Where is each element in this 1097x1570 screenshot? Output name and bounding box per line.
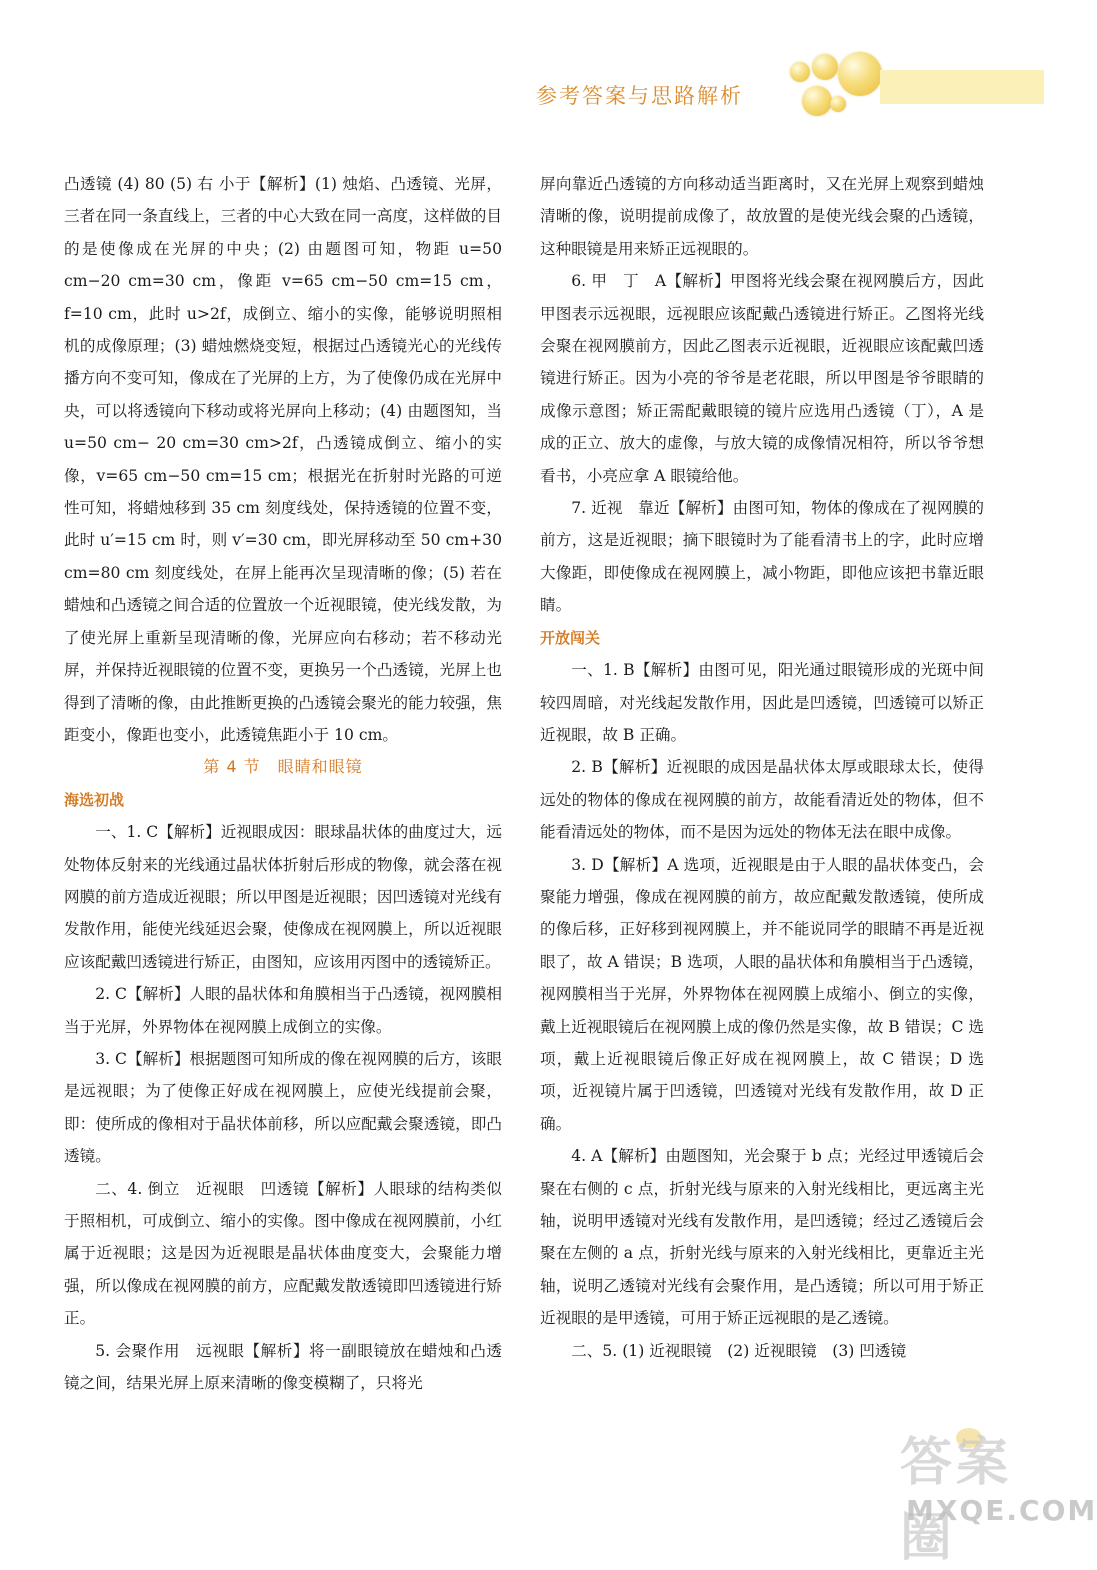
answer-3: 3. C【解析】根据题图可知所成的像在视网膜的后方，该眼是远视眼；为了使像正好成在视网膜上，应使光线提前会聚，即：使所成的像相对于晶状体前移，所以应配戴会聚透镜，即凸透镜。 [64,1049,502,1166]
answer-4: 二、4. 倒立 近视眼 凹透镜【解析】人眼球的结构类似于照相机，可成倒立、缩小的实像。图中像成在视网膜前，小红属于近视眼；这是因为近视眼是晶状体曲度变大，会聚能力增强，所以像成在视网膜的前方，应配戴发散透镜即凹透镜进行矫正。 [64,1179,502,1328]
left-column [64,168,502,1399]
answer-2: 2. C【解析】人眼的晶状体和角膜相当于凸透镜，视网膜相当于光屏，外界物体在视网膜上成倒立的实像。 [64,985,502,1036]
subheading-kaifang: 开放闯关 [540,628,601,647]
page-header [0,60,1074,120]
subheading-haixuan: 海选初战 [64,790,125,809]
answer-6: 6. 甲 丁 A【解析】甲图将光线会聚在视网膜后方，因此甲图表示远视眼，远视眼应该配戴凸透镜进行矫正。乙图将光线会聚在视网膜前方，因此乙图表示近视眼，近视眼应该配戴凹透镜进行矫正。因为小亮的爷爷是老花眼，所以甲图是爷爷眼睛的成像示意图；矫正需配戴眼镜的镜片应选用凸透镜（丁），A 是成的正立、放大的虚像，与放大镜的成像情况相符，所以爷爷想看书，小亮应拿 A 眼镜给他。 [540,272,984,485]
open-answer-3: 3. D【解析】A 选项，近视眼是由于人眼的晶状体变凸，会聚能力增强，像成在视网膜的前方，故应配戴发散透镜，使所成的像后移，正好移到视网膜上，并不能说同学的眼睛不再是近视眼了，故 A 错误；B 选项，人眼的晶状体和角膜相当于凸透镜，视网膜相当于光屏，外界物体在视网膜上成缩小、倒立的实像，戴上近视眼镜后在视网膜上成的像仍然是实像，故 B 错误；C 选项，戴上近视眼镜后像正好成在视网膜上，故 C 错误；D 选项，近视镜片属于凹透镜，凹透镜对光线有发散作用，故 D 正确。 [540,855,984,1133]
open-answer-4: 4. A【解析】由题图知，光会聚于 b 点；光经过甲透镜后会聚在右侧的 c 点，折射光线与原来的入射光线相比，更远离主光轴，说明甲透镜对光线有发散作用，是凹透镜；经过乙透镜后会聚在左侧的 a 点，折射光线与原来的入射光线相比，更靠近主光轴，说明乙透镜对光线有会聚作用，是凸透镜；所以可用于矫正近视眼的是甲透镜，可用于矫正远视眼的是乙透镜。 [540,1147,984,1328]
header-title: 参考答案与思路解析 [536,84,743,108]
answer-1: 一、1. C【解析】近视眼成因：眼球晶状体的曲度过大，远处物体反射来的光线通过晶状体折射后形成的物像，就会落在视网膜的前方造成近视眼；所以甲图是近视眼；因凹透镜对光线有发散作用，能使光线延迟会聚，使像成在视网膜上，所以近视眼应该配戴凹透镜进行矫正，由图知，应该用丙图中的透镜矫正。 [64,823,502,971]
header-bar [880,70,1044,104]
watermark-logo: 答案圈 MXQE.COM [870,1420,1060,1530]
open-answer-1: 一、1. B【解析】由图可见，阳光通过眼镜形成的光斑中间较四周暗，对光线起发散作用，因此是凹透镜，凹透镜可以矫正近视眼，故 B 正确。 [540,661,984,744]
section-title: 第 4 节 眼睛和眼镜 [203,757,363,777]
right-column [540,168,984,1367]
answer-5-continued: 屏向靠近凸透镜的方向移动适当距离时，又在光屏上观察到蜡烛清晰的像，说明提前成像了，故放置的是使光线会聚的凸透镜，这种眼镜是用来矫正远视眼的。 [540,175,984,258]
answer-5: 5. 会聚作用 远视眼【解析】将一副眼镜放在蜡烛和凸透镜之间，结果光屏上原来清晰的像变模糊了，只将光 [64,1341,502,1393]
paragraph-lens-experiment: 凸透镜 (4) 80 (5) 右 小于【解析】(1) 烛焰、凸透镜、光屏，三者在同一条直线上，三者的中心大致在同一高度，这样做的目的是使像成在光屏的中央；(2) 由题图可知，物距 u=50 cm−20 cm=30 cm，像距 v=65 cm−50 cm=15 cm，f=10 cm，此时 u>2f，成倒立、缩小的实像，能够说明照相机的成像原理；(3) 蜡烛燃烧变短，根据过凸透镜光心的光线传播方向不变可知，像成在了光屏的上方，为了使像仍成在光屏中央，可以将透镜向下移动或将光屏向上移动；(4) 由题图知，当 u=50 cm− 20 cm=30 cm>2f，凸透镜成倒立、缩小的实像，v=65 cm−50 cm=15 cm；根据光在折射时光路的可逆性可知，将蜡烛移到 35 cm 刻度线处，保持透镜的位置不变，此时 u′=15 cm 时，则 v′=30 cm，即光屏移动至 50 cm+30 cm=80 cm 刻度线处，在屏上能再次呈现清晰的像；(5) 若在蜡烛和凸透镜之间合适的位置放一个近视眼镜，使光线发散，为了使光屏上重新呈现清晰的像，光屏应向右移动；若不移动光屏，并保持近视眼镜的位置不变，更换另一个凸透镜，光屏上也得到了清晰的像，由此推断更换的凸透镜会聚光的能力较强，焦距变小，像距也变小，此透镜焦距小于 10 cm。 [64,175,502,744]
answer-7: 7. 近视 靠近【解析】由图可知，物体的像成在了视网膜的前方，这是近视眼；摘下眼镜时为了能看清书上的字，此时应增大像距，即使像成在视网膜上，减小物距，即他应该把书靠近眼睛。 [540,499,984,615]
open-answer-5: 二、5. (1) 近视眼镜 (2) 近视眼镜 (3) 凹透镜 [571,1341,907,1360]
open-answer-2: 2. B【解析】近视眼的成因是晶状体太厚或眼球太长，使得远处的物体的像成在视网膜的前方，故能看清近处的物体，但不能看清远处的物体，而不是因为远处的物体无法在眼中成像。 [540,758,984,842]
